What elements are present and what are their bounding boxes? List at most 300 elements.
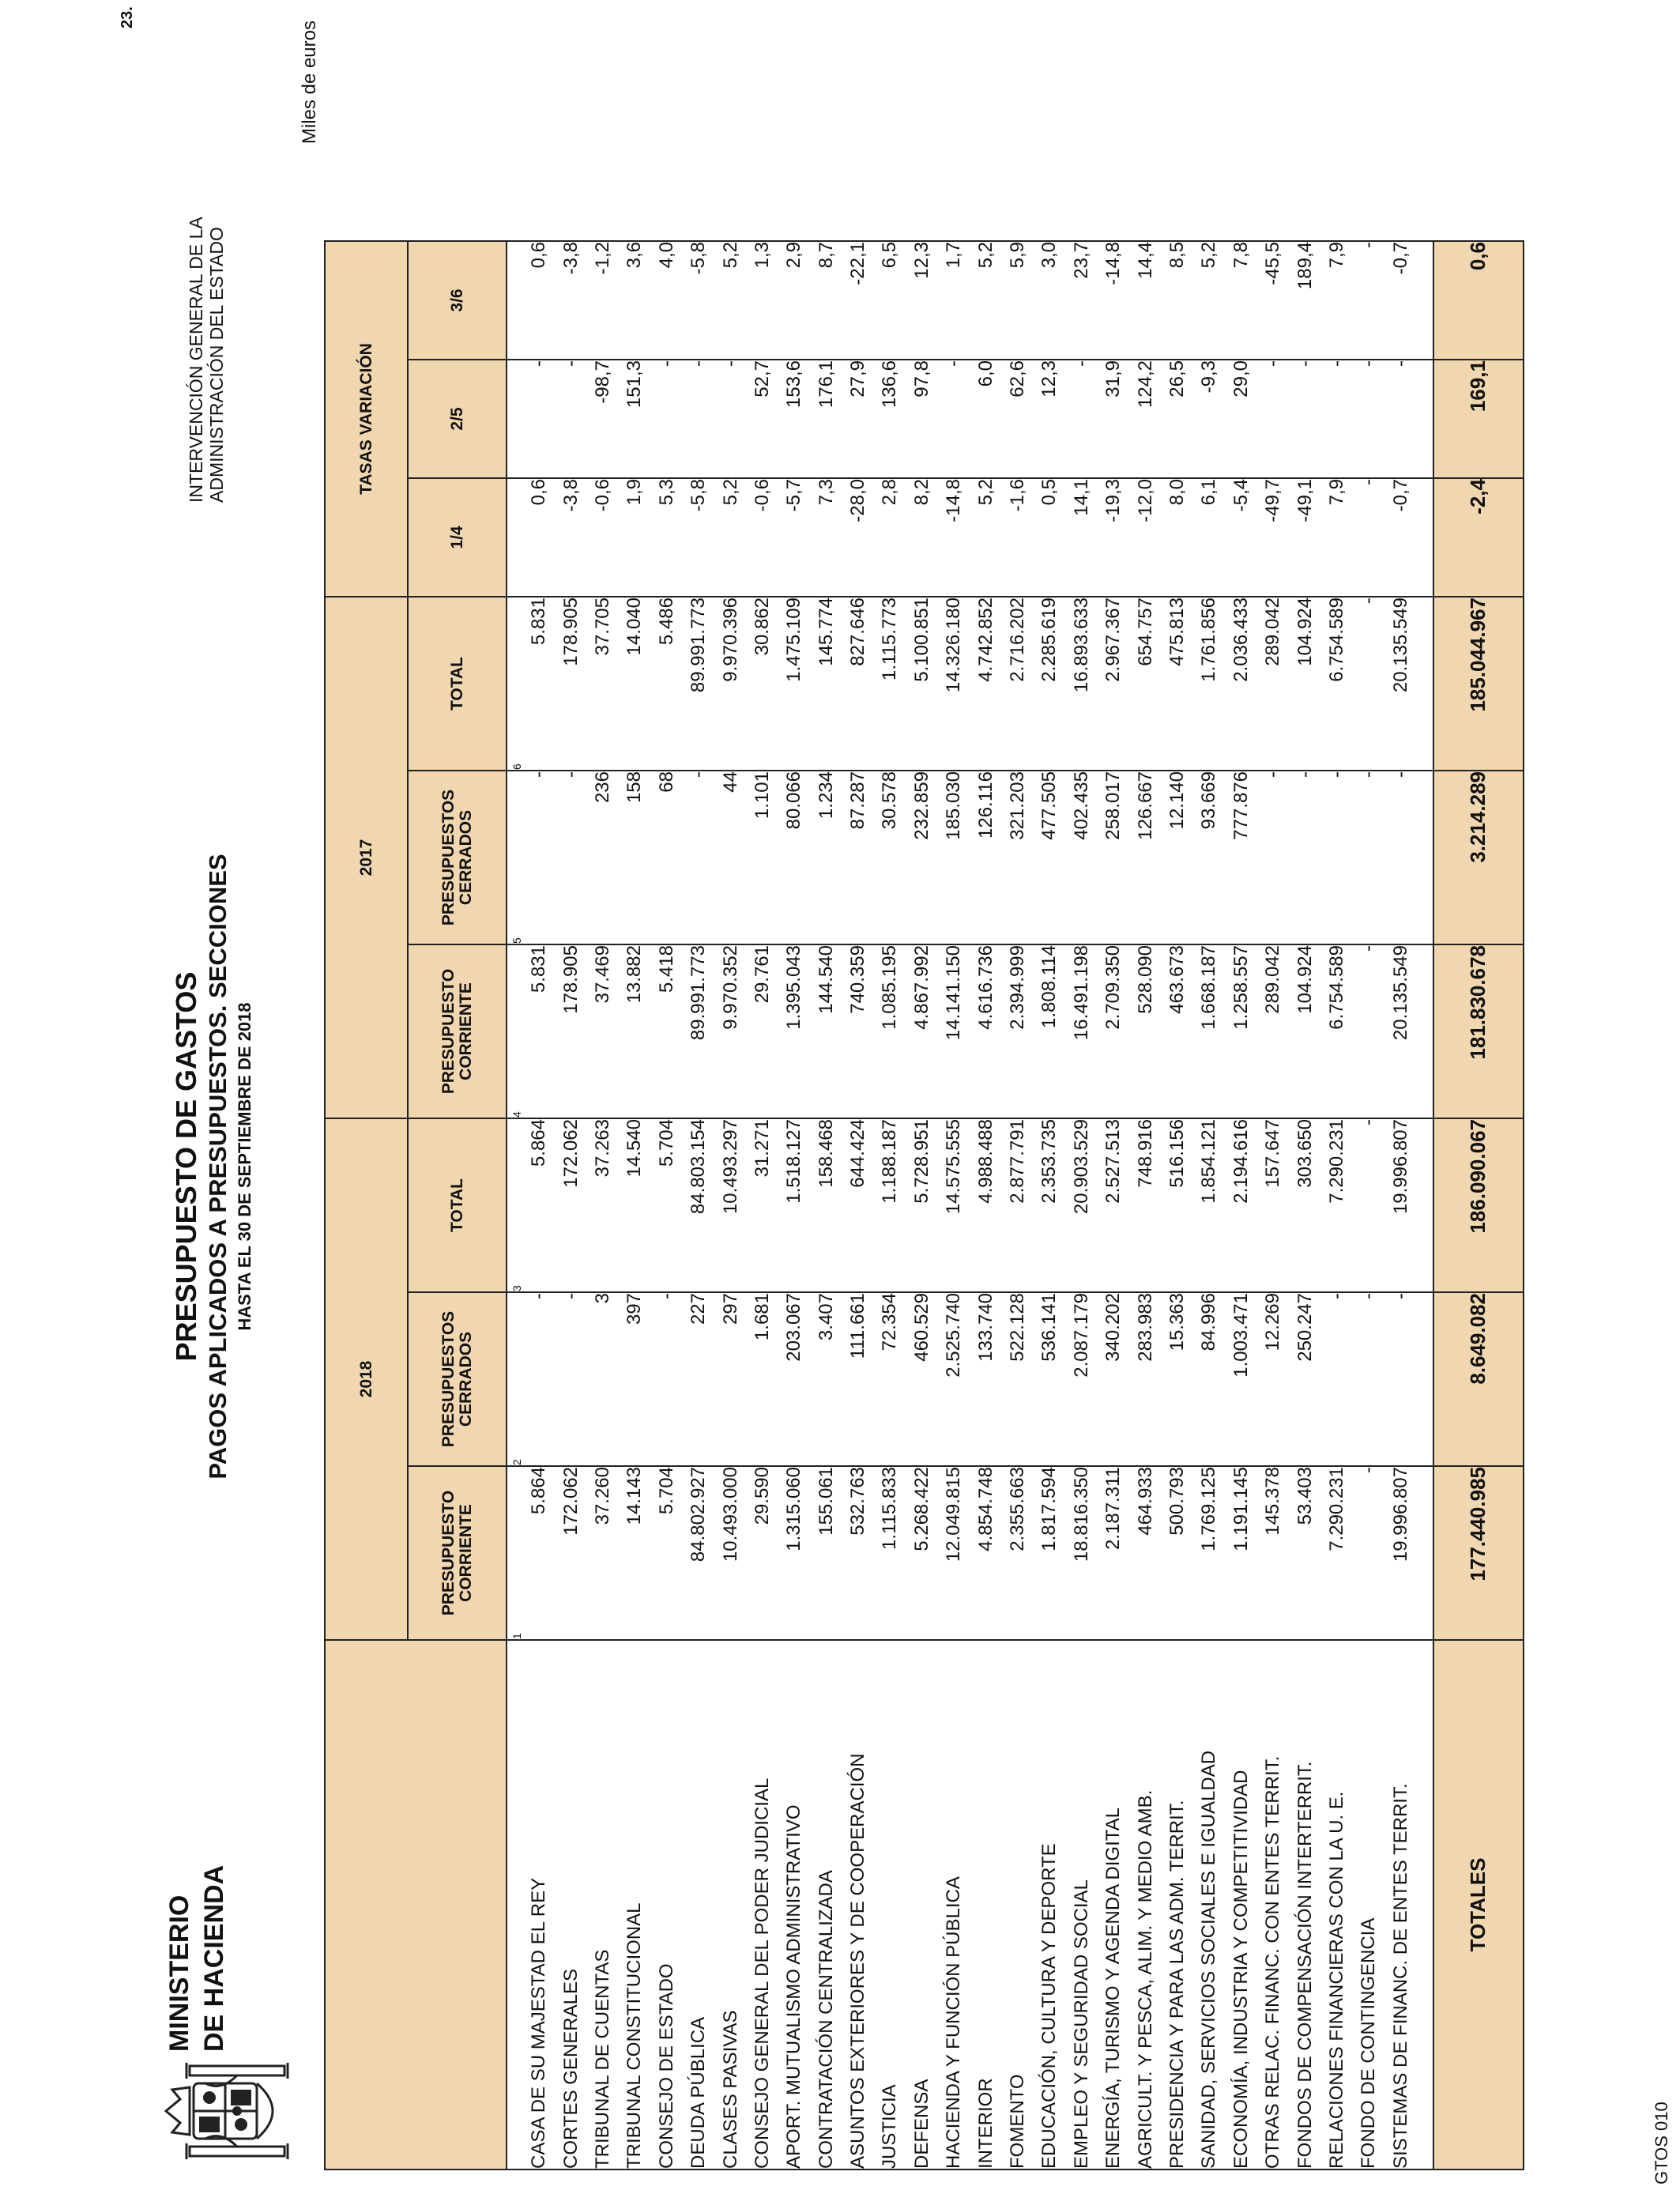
value-cell: 5,2: [970, 478, 1001, 597]
spacer-cell: [1417, 771, 1433, 944]
section-name: RELACIONES FINANCIERAS CON LA U. E.: [1321, 1640, 1353, 2169]
organization-name: [186, 60, 227, 503]
total-value: -2,4: [1433, 478, 1524, 597]
value-cell: 777.876: [1226, 771, 1257, 944]
table-row: [1353, 241, 1384, 2169]
section-name: AGRICULT. Y PESCA, ALIM. Y MEDIO AMB.: [1129, 1640, 1161, 2169]
col-header-pce-2018: PRESUPUESTOS CERRADOS: [408, 1292, 507, 1466]
total-value: 3.214.289: [1433, 771, 1524, 944]
table-row: [970, 241, 1001, 2169]
total-value: 185.044.967: [1433, 597, 1524, 771]
spacer-cell: [1417, 1466, 1433, 1640]
value-cell: 14.143: [619, 1466, 650, 1640]
value-cell: 7,9: [1321, 241, 1353, 360]
value-cell: 463.673: [1162, 944, 1193, 1118]
value-cell: 1.854.121: [1193, 1118, 1225, 1292]
section-name: CORTES GENERALES: [555, 1640, 586, 2169]
value-cell: 111.661: [842, 1292, 874, 1466]
value-cell: -: [555, 1292, 586, 1466]
section-name: JUSTICIA: [874, 1640, 906, 2169]
value-cell: 340.202: [1098, 1292, 1129, 1466]
value-cell: 20.135.549: [1385, 597, 1417, 771]
value-cell: 2.527.513: [1098, 1118, 1129, 1292]
value-cell: 5.418: [651, 944, 683, 1118]
value-cell: 460.529: [906, 1292, 938, 1466]
index-blank: [507, 1640, 523, 2169]
value-cell: 80.066: [778, 771, 810, 944]
value-cell: 1.395.043: [778, 944, 810, 1118]
value-cell: 1.315.060: [778, 1466, 810, 1640]
table-row: [523, 241, 555, 2169]
value-cell: 8,5: [1162, 241, 1193, 360]
value-cell: 31.271: [747, 1118, 778, 1292]
value-cell: 1.808.114: [1034, 944, 1065, 1118]
value-cell: 258.017: [1098, 771, 1129, 944]
value-cell: 89.991.773: [683, 944, 714, 1118]
value-cell: 516.156: [1162, 1118, 1193, 1292]
table-row: [619, 241, 650, 2169]
value-cell: 153,6: [778, 360, 810, 478]
value-cell: 29.761: [747, 944, 778, 1118]
section-name: CONSEJO DE ESTADO: [651, 1640, 683, 2169]
value-cell: 536.141: [1034, 1292, 1065, 1466]
value-cell: 157.647: [1257, 1118, 1289, 1292]
value-cell: 37.260: [587, 1466, 619, 1640]
value-cell: 62,6: [1002, 360, 1034, 478]
org-line-2: ADMINISTRACIÓN DEL ESTADO: [206, 227, 227, 503]
value-cell: 740.359: [842, 944, 874, 1118]
value-cell: -: [1289, 360, 1320, 478]
value-cell: -: [651, 1292, 683, 1466]
value-cell: -5,4: [1226, 478, 1257, 597]
value-cell: 2,8: [874, 478, 906, 597]
value-cell: 1.085.195: [874, 944, 906, 1118]
table-row: [1321, 241, 1353, 2169]
section-name: DEFENSA: [906, 1640, 938, 2169]
index-blank: [507, 478, 523, 597]
value-cell: 4,0: [651, 241, 683, 360]
value-cell: 1.234: [811, 771, 842, 944]
spacer-cell: [1417, 360, 1433, 478]
value-cell: 4.867.992: [906, 944, 938, 1118]
value-cell: 2.087.179: [1066, 1292, 1098, 1466]
value-cell: 2.036.433: [1226, 597, 1257, 771]
table-row: [1193, 241, 1225, 2169]
value-cell: 14.040: [619, 597, 650, 771]
value-cell: 2.194.616: [1226, 1118, 1257, 1292]
value-cell: 2.353.735: [1034, 1118, 1065, 1292]
value-cell: 2.394.999: [1002, 944, 1034, 1118]
value-cell: -: [714, 360, 746, 478]
value-cell: 84.802.927: [683, 1466, 714, 1640]
value-cell: -: [1353, 241, 1384, 360]
value-cell: 283.983: [1129, 1292, 1161, 1466]
value-cell: 19.996.807: [1385, 1466, 1417, 1640]
table-row: [714, 241, 746, 2169]
value-cell: -1,6: [1002, 478, 1034, 597]
spacer-cell: [1417, 1640, 1433, 2169]
value-cell: -: [555, 360, 586, 478]
value-cell: 158.468: [811, 1118, 842, 1292]
value-cell: -0,7: [1385, 241, 1417, 360]
value-cell: 14.540: [619, 1118, 650, 1292]
value-cell: 2.877.791: [1002, 1118, 1034, 1292]
section-name: HACIENDA Y FUNCIÓN PÚBLICA: [938, 1640, 970, 2169]
value-cell: 23,7: [1066, 241, 1098, 360]
value-cell: 14,4: [1129, 241, 1161, 360]
value-cell: 297: [714, 1292, 746, 1466]
value-cell: 1.681: [747, 1292, 778, 1466]
value-cell: 3,6: [619, 241, 650, 360]
section-name: OTRAS RELAC. FINANC. CON ENTES TERRIT.: [1257, 1640, 1289, 2169]
value-cell: -: [1353, 771, 1384, 944]
value-cell: 189,4: [1289, 241, 1320, 360]
value-cell: 53.403: [1289, 1466, 1320, 1640]
value-cell: 3.407: [811, 1292, 842, 1466]
value-cell: -5,8: [683, 478, 714, 597]
value-cell: 155.061: [811, 1466, 842, 1640]
value-cell: 5.864: [523, 1466, 555, 1640]
value-cell: -14,8: [1098, 241, 1129, 360]
value-cell: 14.575.555: [938, 1118, 970, 1292]
spacer-cell: [1417, 944, 1433, 1118]
value-cell: 654.757: [1129, 597, 1161, 771]
value-cell: 2,9: [778, 241, 810, 360]
value-cell: 6.754.589: [1321, 944, 1353, 1118]
column-index: 2: [507, 1292, 523, 1466]
value-cell: 1.769.125: [1193, 1466, 1225, 1640]
value-cell: 1,3: [747, 241, 778, 360]
value-cell: 84.996: [1193, 1292, 1225, 1466]
value-cell: 5.268.422: [906, 1466, 938, 1640]
value-cell: -: [1353, 944, 1384, 1118]
value-cell: 178.905: [555, 944, 586, 1118]
value-cell: 1.761.856: [1193, 597, 1225, 771]
coat-of-arms-seal: [158, 2060, 308, 2162]
value-cell: -: [1353, 1292, 1384, 1466]
value-cell: 289.042: [1257, 597, 1289, 771]
section-name: PRESIDENCIA Y PARA LAS ADM. TERRIT.: [1162, 1640, 1193, 2169]
section-name: ECONOMÍA, INDUSTRIA Y COMPETITIVIDAD: [1226, 1640, 1257, 2169]
value-cell: -: [1257, 771, 1289, 944]
value-cell: 8,7: [811, 241, 842, 360]
value-cell: 7.290.231: [1321, 1466, 1353, 1640]
value-cell: 84.803.154: [683, 1118, 714, 1292]
value-cell: 151,3: [619, 360, 650, 478]
value-cell: 5.100.851: [906, 597, 938, 771]
value-cell: 0,6: [523, 241, 555, 360]
col-header-total-2017: TOTAL: [408, 597, 507, 771]
table-row: [842, 241, 874, 2169]
section-name: TRIBUNAL DE CUENTAS: [587, 1640, 619, 2169]
value-cell: 3,0: [1034, 241, 1065, 360]
value-cell: 27,9: [842, 360, 874, 478]
value-cell: 2.187.311: [1098, 1466, 1129, 1640]
section-name: INTERIOR: [970, 1640, 1001, 2169]
value-cell: 6,0: [970, 360, 1001, 478]
report-code: GTOS 010: [1652, 2102, 1671, 2185]
ministry-line-2: DE HACIENDA: [199, 1864, 229, 2052]
column-index: 5: [507, 771, 523, 944]
value-cell: 20.903.529: [1066, 1118, 1098, 1292]
value-cell: 172.062: [555, 1466, 586, 1640]
value-cell: 2.709.350: [1098, 944, 1129, 1118]
table-row: [651, 241, 683, 2169]
report-title: PRESUPUESTO DE GASTOS: [170, 971, 202, 1362]
value-cell: 29,0: [1226, 360, 1257, 478]
value-cell: 16.893.633: [1066, 597, 1098, 771]
table-row: [1257, 241, 1289, 2169]
value-cell: -: [938, 360, 970, 478]
total-value: 169,1: [1433, 360, 1524, 478]
section-name: FOMENTO: [1002, 1640, 1034, 2169]
table-bottom-spacer: [1417, 241, 1433, 2169]
section-name: SISTEMAS DE FINANC. DE ENTES TERRIT.: [1385, 1640, 1417, 2169]
section-name: DEUDA PÚBLICA: [683, 1640, 714, 2169]
col-header-total-2018: TOTAL: [408, 1118, 507, 1292]
value-cell: 178.905: [555, 597, 586, 771]
value-cell: 2.285.619: [1034, 597, 1065, 771]
value-cell: -22,1: [842, 241, 874, 360]
table-row: [874, 241, 906, 2169]
value-cell: 176,1: [811, 360, 842, 478]
value-cell: -: [683, 360, 714, 478]
value-cell: -0,6: [747, 478, 778, 597]
column-index: 3: [507, 1118, 523, 1292]
value-cell: 4.742.852: [970, 597, 1001, 771]
value-cell: 87.287: [842, 771, 874, 944]
value-cell: -: [1385, 1292, 1417, 1466]
value-cell: 5,2: [970, 241, 1001, 360]
value-cell: 532.763: [842, 1466, 874, 1640]
value-cell: 1.115.773: [874, 597, 906, 771]
value-cell: 19.996.807: [1385, 1118, 1417, 1292]
section-name: CONSEJO GENERAL DEL PODER JUDICIAL: [747, 1640, 778, 2169]
value-cell: 1,9: [619, 478, 650, 597]
value-cell: 20.135.549: [1385, 944, 1417, 1118]
value-cell: 5.831: [523, 597, 555, 771]
value-cell: -: [1385, 771, 1417, 944]
value-cell: 6,5: [874, 241, 906, 360]
value-cell: 232.859: [906, 771, 938, 944]
group-header-rates: TASAS VARIACIÓN: [325, 241, 408, 597]
col-header-pc-2018: PRESUPUESTO CORRIENTE: [408, 1466, 507, 1640]
value-cell: -0,7: [1385, 478, 1417, 597]
value-cell: 104.924: [1289, 944, 1320, 1118]
col-header-pce-2017: PRESUPUESTOS CERRADOS: [408, 771, 507, 944]
table-body: [507, 241, 1433, 2169]
org-line-1: INTERVENCIÓN GENERAL DE LA: [186, 217, 206, 503]
value-cell: -: [1321, 1292, 1353, 1466]
value-cell: 31,9: [1098, 360, 1129, 478]
value-cell: -98,7: [587, 360, 619, 478]
value-cell: 748.916: [1129, 1118, 1161, 1292]
value-cell: -: [683, 771, 714, 944]
group-header-2017: 2017: [325, 597, 408, 1118]
value-cell: 8,2: [906, 478, 938, 597]
value-cell: 124,2: [1129, 360, 1161, 478]
value-cell: 12.269: [1257, 1292, 1289, 1466]
report-subtitle: PAGOS APLICADOS A PRESUPUESTOS. SECCIONES: [204, 854, 232, 1480]
value-cell: 5,2: [714, 478, 746, 597]
table-row: [938, 241, 970, 2169]
value-cell: 145.774: [811, 597, 842, 771]
totals-label: TOTALES: [1433, 1640, 1524, 2169]
value-cell: 7,9: [1321, 478, 1353, 597]
section-column-header: [325, 1640, 507, 2169]
value-cell: 5,9: [1002, 241, 1034, 360]
value-cell: 44: [714, 771, 746, 944]
value-cell: -0,6: [587, 478, 619, 597]
value-cell: -3,8: [555, 478, 586, 597]
value-cell: 30.862: [747, 597, 778, 771]
section-name: FONDO DE CONTINGENCIA: [1353, 1640, 1384, 2169]
value-cell: 5,3: [651, 478, 683, 597]
value-cell: -: [1289, 771, 1320, 944]
value-cell: 227: [683, 1292, 714, 1466]
value-cell: -28,0: [842, 478, 874, 597]
value-cell: 145.378: [1257, 1466, 1289, 1640]
value-cell: 4.988.488: [970, 1118, 1001, 1292]
spacer-cell: [1417, 1118, 1433, 1292]
value-cell: 1.191.145: [1226, 1466, 1257, 1640]
section-name: FONDOS DE COMPENSACIÓN INTERTERRIT.: [1289, 1640, 1320, 2169]
value-cell: 12,3: [906, 241, 938, 360]
value-cell: 2.355.663: [1002, 1466, 1034, 1640]
value-cell: 500.793: [1162, 1466, 1193, 1640]
value-cell: -: [523, 360, 555, 478]
value-cell: 126.116: [970, 771, 1001, 944]
section-name: TRIBUNAL CONSTITUCIONAL: [619, 1640, 650, 2169]
ministry-line-1: MINISTERIO: [164, 1894, 194, 2052]
section-name: CASA DE SU MAJESTAD EL REY: [523, 1640, 555, 2169]
value-cell: 12,3: [1034, 360, 1065, 478]
value-cell: 250.247: [1289, 1292, 1320, 1466]
value-cell: -12,0: [1129, 478, 1161, 597]
value-cell: 1,7: [938, 241, 970, 360]
table-row: [1162, 241, 1193, 2169]
value-cell: 0,5: [1034, 478, 1065, 597]
value-cell: 7,8: [1226, 241, 1257, 360]
expenditure-table: [324, 240, 1524, 2170]
value-cell: 18.816.350: [1066, 1466, 1098, 1640]
value-cell: 827.646: [842, 597, 874, 771]
spacer-cell: [1417, 478, 1433, 597]
col-header-rate-1-4: 1/4: [408, 478, 507, 597]
value-cell: 13.882: [619, 944, 650, 1118]
column-index: 6: [507, 597, 523, 771]
value-cell: 72.354: [874, 1292, 906, 1466]
value-cell: 104.924: [1289, 597, 1320, 771]
value-cell: -: [1353, 597, 1384, 771]
table-row: [587, 241, 619, 2169]
value-cell: 1.668.187: [1193, 944, 1225, 1118]
value-cell: 9.970.352: [714, 944, 746, 1118]
column-index: 4: [507, 944, 523, 1118]
value-cell: 12.140: [1162, 771, 1193, 944]
value-cell: 144.540: [811, 944, 842, 1118]
value-cell: 475.813: [1162, 597, 1193, 771]
value-cell: 10.493.000: [714, 1466, 746, 1640]
value-cell: 5,2: [714, 241, 746, 360]
value-cell: 4.616.736: [970, 944, 1001, 1118]
index-blank: [507, 241, 523, 360]
table-row: [1129, 241, 1161, 2169]
value-cell: 89.991.773: [683, 597, 714, 771]
total-value: 181.830.678: [1433, 944, 1524, 1118]
value-cell: 1.258.557: [1226, 944, 1257, 1118]
value-cell: -14,8: [938, 478, 970, 597]
value-cell: 644.424: [842, 1118, 874, 1292]
value-cell: -19,3: [1098, 478, 1129, 597]
value-cell: -9,3: [1193, 360, 1225, 478]
value-cell: -: [1257, 360, 1289, 478]
value-cell: -: [1385, 360, 1417, 478]
value-cell: -49,7: [1257, 478, 1289, 597]
value-cell: -5,8: [683, 241, 714, 360]
spacer-cell: [1417, 241, 1433, 360]
value-cell: -: [651, 360, 683, 478]
value-cell: 5.831: [523, 944, 555, 1118]
value-cell: 9.970.396: [714, 597, 746, 771]
value-cell: 0,6: [523, 478, 555, 597]
spacer-cell: [1417, 1292, 1433, 1466]
value-cell: -3,8: [555, 241, 586, 360]
table-row: [811, 241, 842, 2169]
ministry-name: [162, 1865, 232, 2052]
value-cell: 522.128: [1002, 1292, 1034, 1466]
col-header-rate-3-6: 3/6: [408, 241, 507, 360]
value-cell: 203.067: [778, 1292, 810, 1466]
table-row: [1098, 241, 1129, 2169]
value-cell: 12.049.815: [938, 1466, 970, 1640]
table-row: [747, 241, 778, 2169]
value-cell: 126.667: [1129, 771, 1161, 944]
page-number: 23.: [119, 6, 136, 28]
value-cell: 8,0: [1162, 478, 1193, 597]
value-cell: 6.754.589: [1321, 597, 1353, 771]
units-label: Miles de euros: [299, 21, 320, 145]
value-cell: -5,7: [778, 478, 810, 597]
value-cell: 5.704: [651, 1118, 683, 1292]
value-cell: 1.475.109: [778, 597, 810, 771]
value-cell: -: [1353, 1466, 1384, 1640]
value-cell: 14.141.150: [938, 944, 970, 1118]
value-cell: 136,6: [874, 360, 906, 478]
value-cell: 7.290.231: [1321, 1118, 1353, 1292]
section-name: CONTRATACIÓN CENTRALIZADA: [811, 1640, 842, 2169]
report-titles: [170, 771, 257, 1562]
report-date: HASTA EL 30 DE SEPTIEMBRE DE 2018: [235, 1002, 254, 1331]
total-value: 177.440.985: [1433, 1466, 1524, 1640]
table-row: [683, 241, 714, 2169]
value-cell: 97,8: [906, 360, 938, 478]
value-cell: 236: [587, 771, 619, 944]
value-cell: 7,3: [811, 478, 842, 597]
value-cell: 52,7: [747, 360, 778, 478]
table-row: [1226, 241, 1257, 2169]
section-name: CLASES PASIVAS: [714, 1640, 746, 2169]
value-cell: 6,1: [1193, 478, 1225, 597]
value-cell: -: [1353, 478, 1384, 597]
value-cell: 30.578: [874, 771, 906, 944]
value-cell: 93.669: [1193, 771, 1225, 944]
value-cell: 15.363: [1162, 1292, 1193, 1466]
value-cell: -: [523, 771, 555, 944]
value-cell: -: [555, 771, 586, 944]
index-blank: [507, 360, 523, 478]
value-cell: 464.933: [1129, 1466, 1161, 1640]
